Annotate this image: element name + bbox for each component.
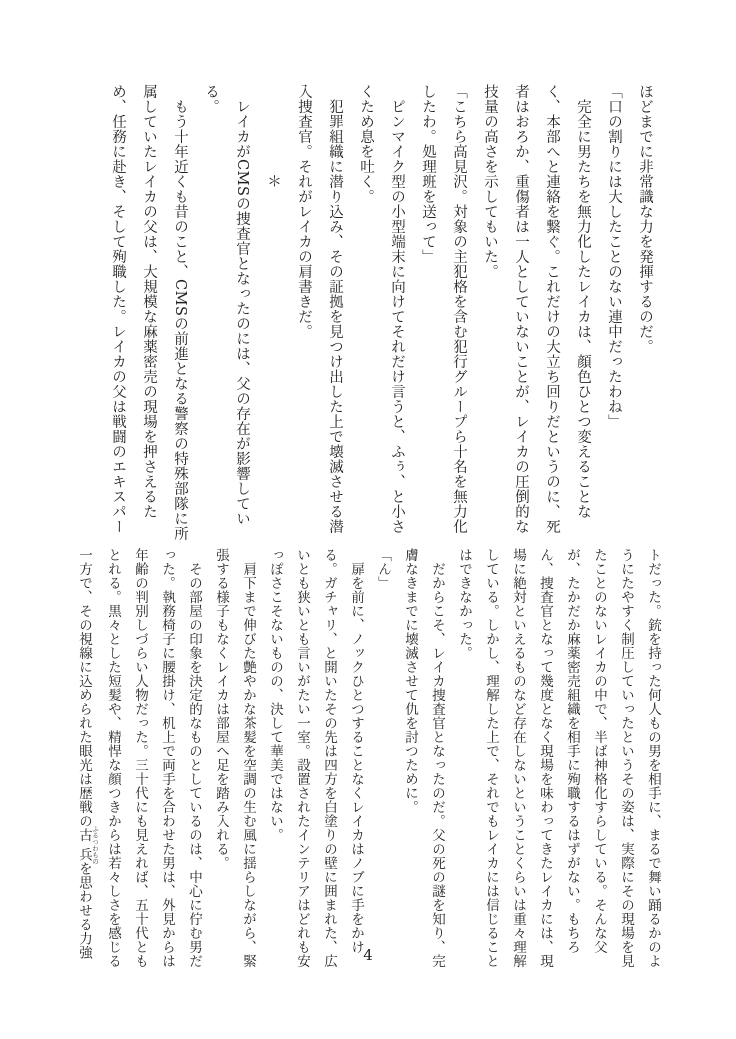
text-column: め、任務に赴き、そして殉職した。レイカの父は戦闘のエキスパー [110,84,126,534]
text-column: る。ガチャリ、と開いたその先は四方を白塗りの壁に囲まれた、広 [321,548,337,968]
text-column: トだった。銃を持った何人もの男を相手に、まるで舞い踊るかのよ [645,548,661,968]
text-column: している。しかし、理解した上で、それでもレイカには信じること [483,548,499,968]
text-column: ＊ [265,84,281,189]
text-column: 技量の高さを示してもいた。 [482,84,498,279]
text-column: 属していたレイカの父は、大規模な麻薬密売の現場を押さえるた [141,84,157,519]
text-column: もう十年近くも昔のこと、CMSの前進となる警察の特殊部隊に所 [172,84,188,542]
text-column: うにたやすく制圧していったというその姿は、実際にその現場を見 [618,548,634,968]
text-column: はできなかった。 [456,548,472,660]
text-block-bottom [70,548,666,968]
text-column: 膚なきまでに壊滅させて仇を討つために。 [402,548,418,814]
text-column: った。執務椅子に腰掛け、机上で両手を合わせた男は、外見からは [159,548,175,968]
text-column: っぽさこそないものの、決して華美ではない。 [267,548,283,842]
text-column: とれる。黒々とした短髪や、精悍な顔つきからは若々しさを感じる [105,548,121,968]
text-column: ん、捜査官となって幾度となく現場を味わってきたレイカには、現 [537,548,553,968]
text-column: 「ん」 [375,548,391,590]
text-column: 犯罪組織に潜り込み、その証拠を見つけ出した上で壊滅させる潜 [327,84,343,534]
text-column: る。 [203,84,219,114]
text-column: ほどまでに非常識な力を発揮するのだ。 [637,84,653,354]
text-column: 「口の割りには大したことのない連中だったわね」 [606,84,622,429]
text-column: ピンマイク型の小型端末に向けてそれだけ言うと、ふぅ、と小さ [389,84,405,534]
text-column: くため息を吐く。 [358,84,374,204]
text-column: 年齢の判別しづらい人物だった。三十代にも見えれば、五十代とも [132,548,148,968]
text-column: したわ。処理班を送って」 [420,84,436,264]
page-number: 4 [363,946,373,964]
text-block-top [102,84,660,542]
text-column: 「こちら高見沢。対象の主犯格を含む犯行グループら十名を無力化 [451,84,467,534]
text-column: 完全に男たちを無力化したレイカは、顔色ひとつ変えることな [575,84,591,519]
text-column: いとも狭いとも言いがたい一室。設置されたインテリアはどれも安 [294,548,310,968]
text-column: が、たかだか麻薬密売組織を相手に殉職するはずがない。もちろ [564,548,580,954]
text-column: 場に絶対といえるものなど存在しないということくらいは重々理解 [510,548,526,968]
text-column: 肩下まで伸びた艶やかな茶髪を空調の生む風に揺らしながら、緊 [240,548,256,968]
ruby-annotated-word: 古兵 ふるつわもの [76,825,99,865]
text-column: その部屋の印象を決定的なものとしているのは、中心に佇む男だ [186,548,202,968]
text-column: く、本部へと連絡を繋ぐ。これだけの大立ち回りだというのに、死 [544,84,560,534]
text-column: だからこそ、レイカ捜査官となったのだ。父の死の謎を知り、完 [429,548,445,968]
text-column: 張する様子もなくレイカは部屋へ足を踏み入れる。 [213,548,229,870]
text-column: 一方で、その視線に込められた眼光は歴戦の古兵 ふるつわものを思わせる力強 [76,548,99,960]
text-column: 者はおろか、重傷者は一人としていないことが、レイカの圧倒的な [513,84,529,534]
text-column: レイカがCMSの捜査官となったのには、父の存在が影響してい [234,84,250,527]
text-column: 扉を前に、ノックひとつすることなくレイカはノブに手をかけ [348,548,364,954]
text-column: 入捜査官。それがレイカの肩書きだ。 [296,84,312,339]
text-column: たことのないレイカの中で、半ば神格化すらしている。そんな父 [591,548,607,954]
